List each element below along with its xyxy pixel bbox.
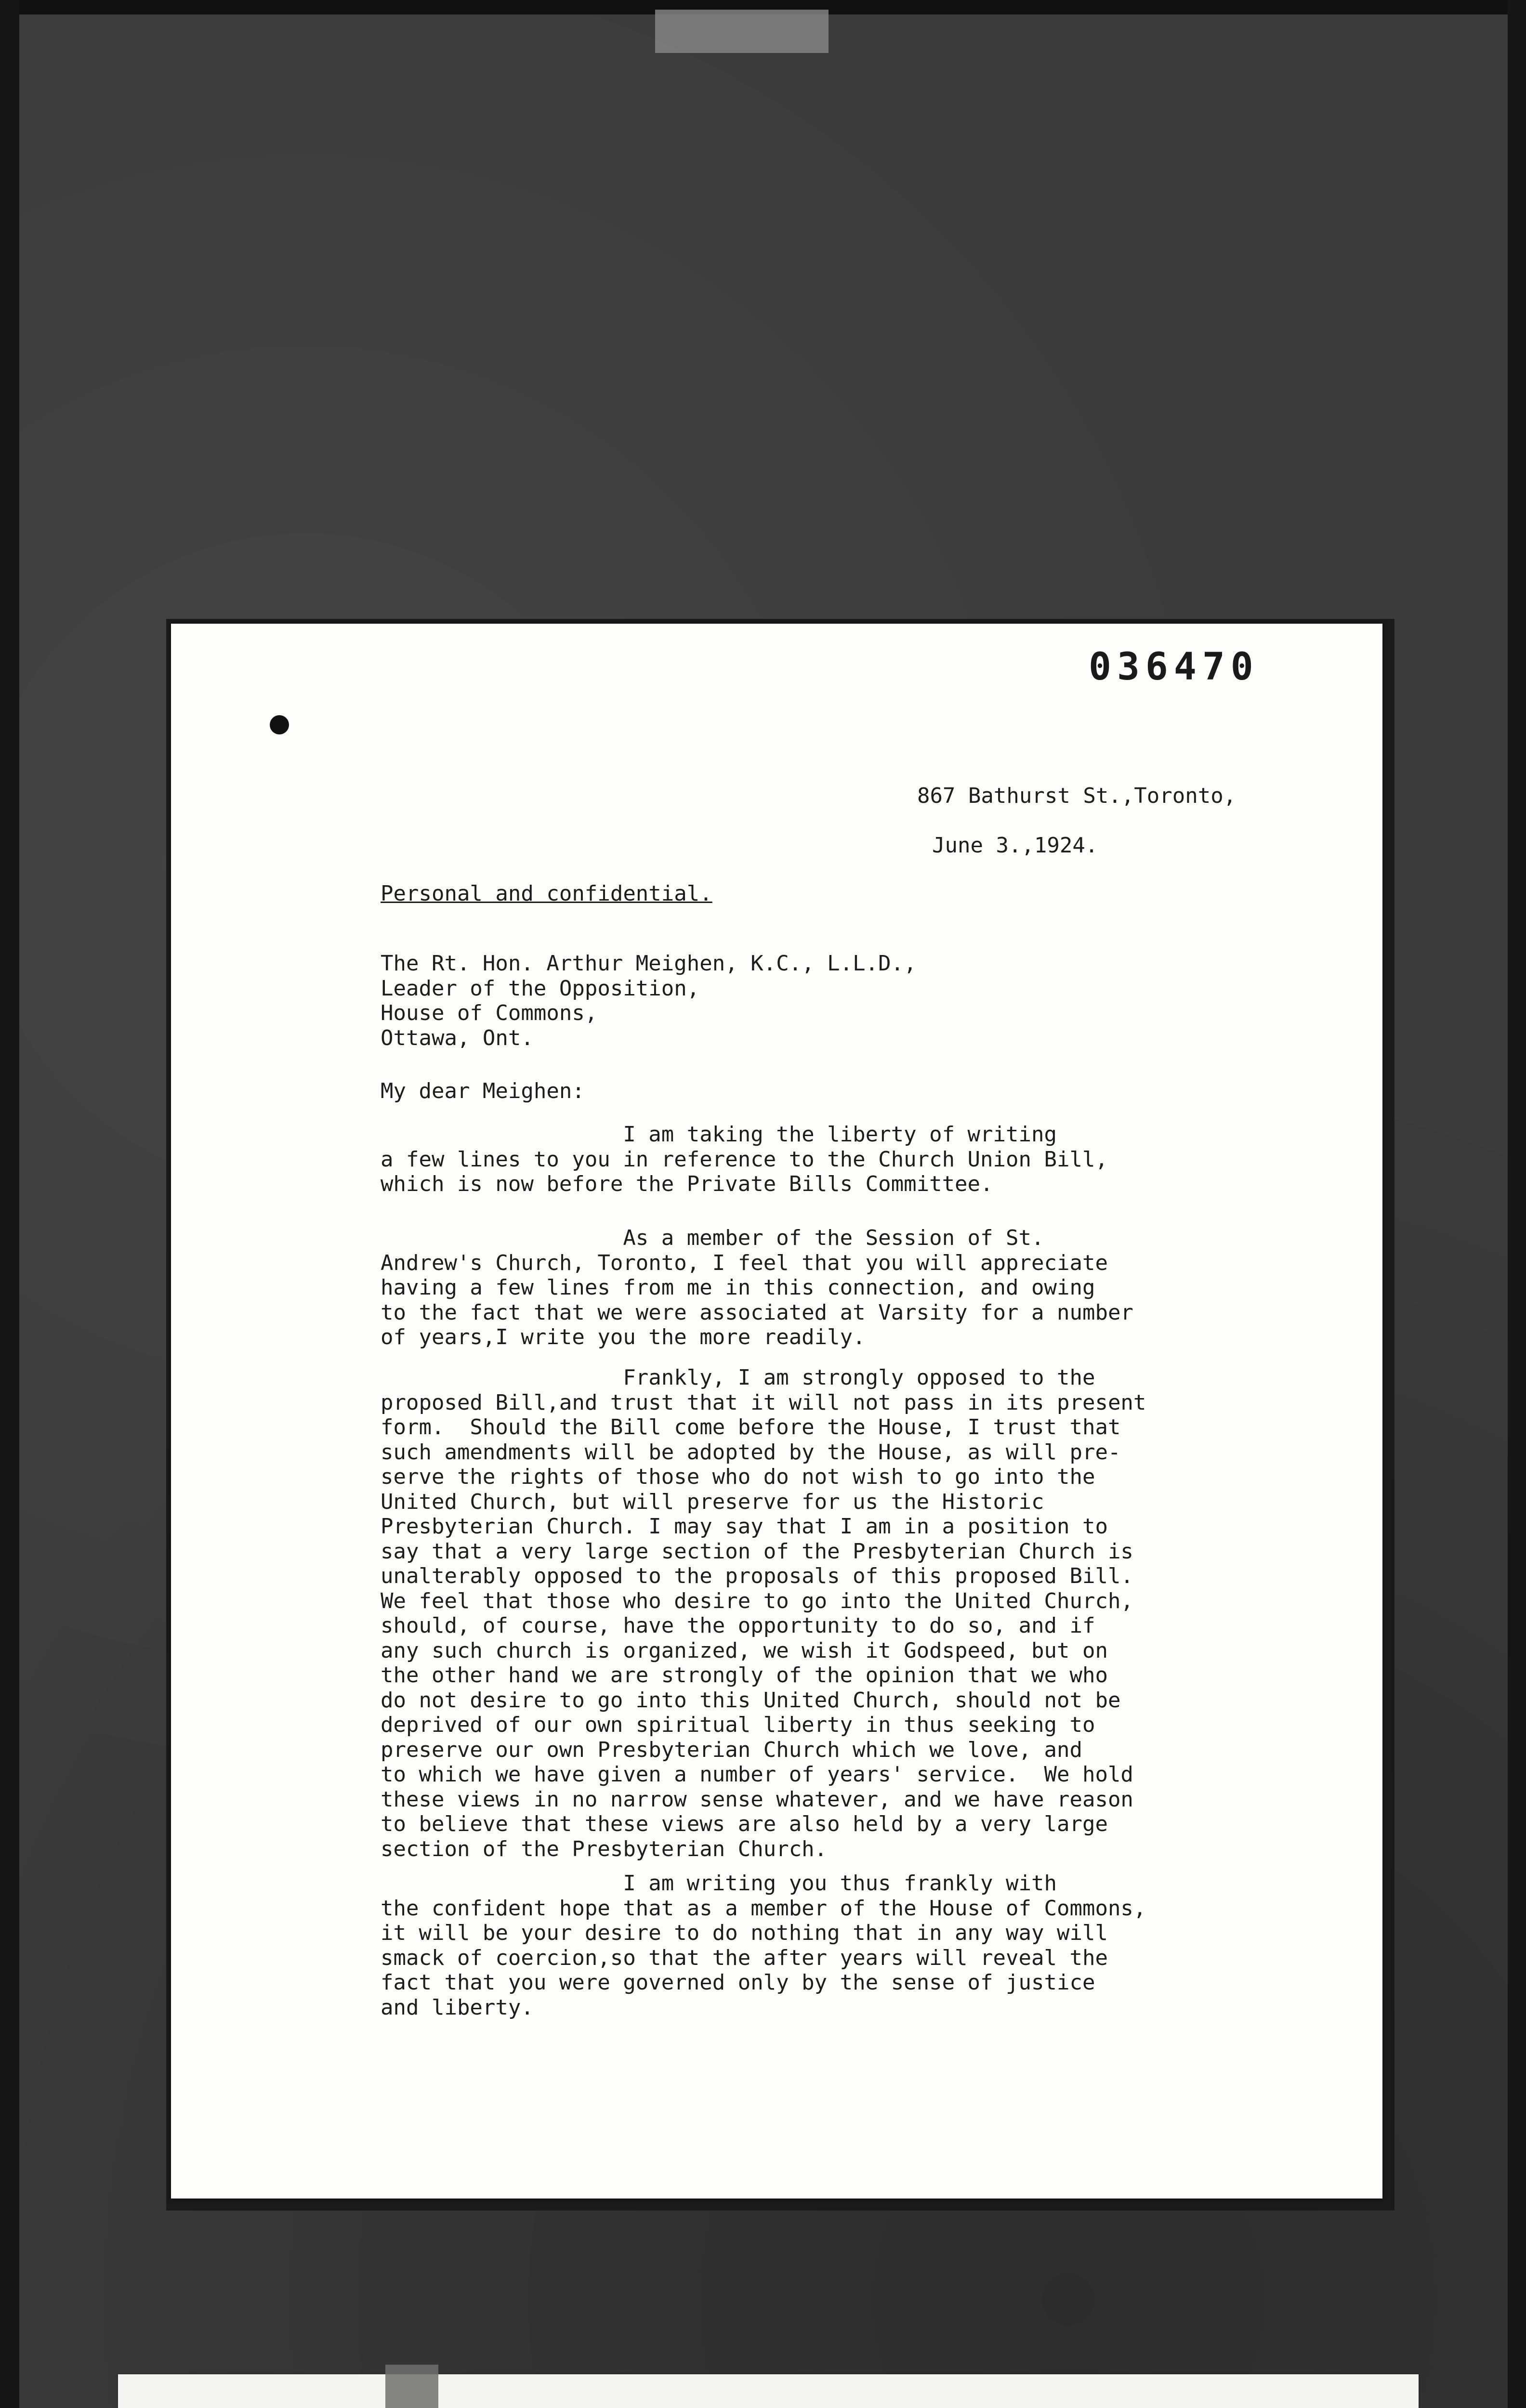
letter-page xyxy=(171,624,1382,2199)
text-line: to believe that these views are also held by a very large xyxy=(381,1812,1108,1836)
address-line: 867 Bathurst St.,Toronto, xyxy=(917,783,1237,808)
text-line: the confident hope that as a member of the House of Commons, xyxy=(381,1896,1146,1921)
paragraph-4 xyxy=(381,1871,1248,2020)
text-line: We feel that those who desire to go into the United Church, xyxy=(381,1588,1133,1613)
text-line: and liberty. xyxy=(381,1995,534,2020)
text-line: serve the rights of those who do not wish to go into the xyxy=(381,1465,1095,1489)
label-mounting-tape xyxy=(385,2365,438,2408)
text-line: As a member of the Session of St. xyxy=(381,1226,1044,1250)
recipient-line: Ottawa, Ont. xyxy=(381,1025,534,1050)
text-line: it will be your desire to do nothing that in any way will xyxy=(381,1921,1108,1945)
recipient-block xyxy=(381,951,917,1050)
recipient-line: The Rt. Hon. Arthur Meighen, K.C., L.L.D., xyxy=(381,951,917,976)
text-line: form. Should the Bill come before the House, I trust that xyxy=(381,1415,1121,1440)
text-line: I am writing you thus frankly with xyxy=(381,1871,1057,1896)
text-line: say that a very large section of the Presbyterian Church is xyxy=(381,1539,1133,1564)
document-number-stamp: 036470 xyxy=(1089,645,1259,689)
film-edge-left xyxy=(0,0,19,2408)
text-line: preserve our own Presbyterian Church which we love, and xyxy=(381,1737,1082,1762)
salutation: My dear Meighen: xyxy=(381,1079,585,1103)
text-line: fact that you were governed only by the sense of justice xyxy=(381,1970,1095,1995)
text-line: should, of course, have the opportunity to do so, and if xyxy=(381,1613,1095,1638)
letter-date: June 3.,1924. xyxy=(932,833,1098,858)
text-line: unalterably opposed to the proposals of this proposed Bill. xyxy=(381,1564,1133,1588)
text-line: such amendments will be adopted by the House, as will pre- xyxy=(381,1440,1121,1465)
confidentiality-marking: Personal and confidential. xyxy=(381,881,712,906)
text-line: a few lines to you in reference to the Church Union Bill, xyxy=(381,1147,1108,1172)
text-line: section of the Presbyterian Church. xyxy=(381,1836,828,1861)
text-line: to which we have given a number of years' service. We hold xyxy=(381,1762,1133,1787)
text-line: I am taking the liberty of writing xyxy=(381,1122,1057,1147)
text-line: the other hand we are strongly of the opinion that we who xyxy=(381,1663,1108,1688)
paragraph-2 xyxy=(381,1226,1248,1350)
text-line: having a few lines from me in this connection, and owing xyxy=(381,1275,1095,1300)
text-line: proposed Bill,and trust that it will not pass in its present xyxy=(381,1390,1146,1415)
text-line: Andrew's Church, Toronto, I feel that you will appreciate xyxy=(381,1250,1108,1275)
recipient-line: Leader of the Opposition, xyxy=(381,976,700,1001)
mounting-tape xyxy=(655,10,829,53)
sender-address xyxy=(841,759,1236,907)
letter-body xyxy=(171,624,1382,2199)
text-line: these views in no narrow sense whatever, and we have reason xyxy=(381,1787,1133,1812)
text-line: of years,I write you the more readily. xyxy=(381,1325,866,1349)
text-line: United Church, but will preserve for us the Historic xyxy=(381,1489,1044,1514)
text-line: deprived of our own spiritual liberty in thus seeking to xyxy=(381,1713,1095,1737)
text-line: do not desire to go into this United Church, should not be xyxy=(381,1688,1121,1713)
recipient-line: House of Commons, xyxy=(381,1001,598,1025)
text-line: Presbyterian Church. I may say that I am in a position to xyxy=(381,1514,1108,1539)
text-line: any such church is organized, we wish it Godspeed, but on xyxy=(381,1638,1108,1663)
film-edge-right xyxy=(1508,0,1526,2408)
paragraph-1 xyxy=(381,1122,1248,1197)
text-line: smack of coercion,so that the after years will reveal the xyxy=(381,1945,1108,1970)
text-line: to the fact that we were associated at Varsity for a number xyxy=(381,1300,1133,1325)
text-line: which is now before the Private Bills Committee. xyxy=(381,1172,993,1196)
paragraph-3 xyxy=(381,1365,1248,1861)
text-line: Frankly, I am strongly opposed to the xyxy=(381,1365,1095,1390)
archive-label-card xyxy=(118,2374,1419,2408)
